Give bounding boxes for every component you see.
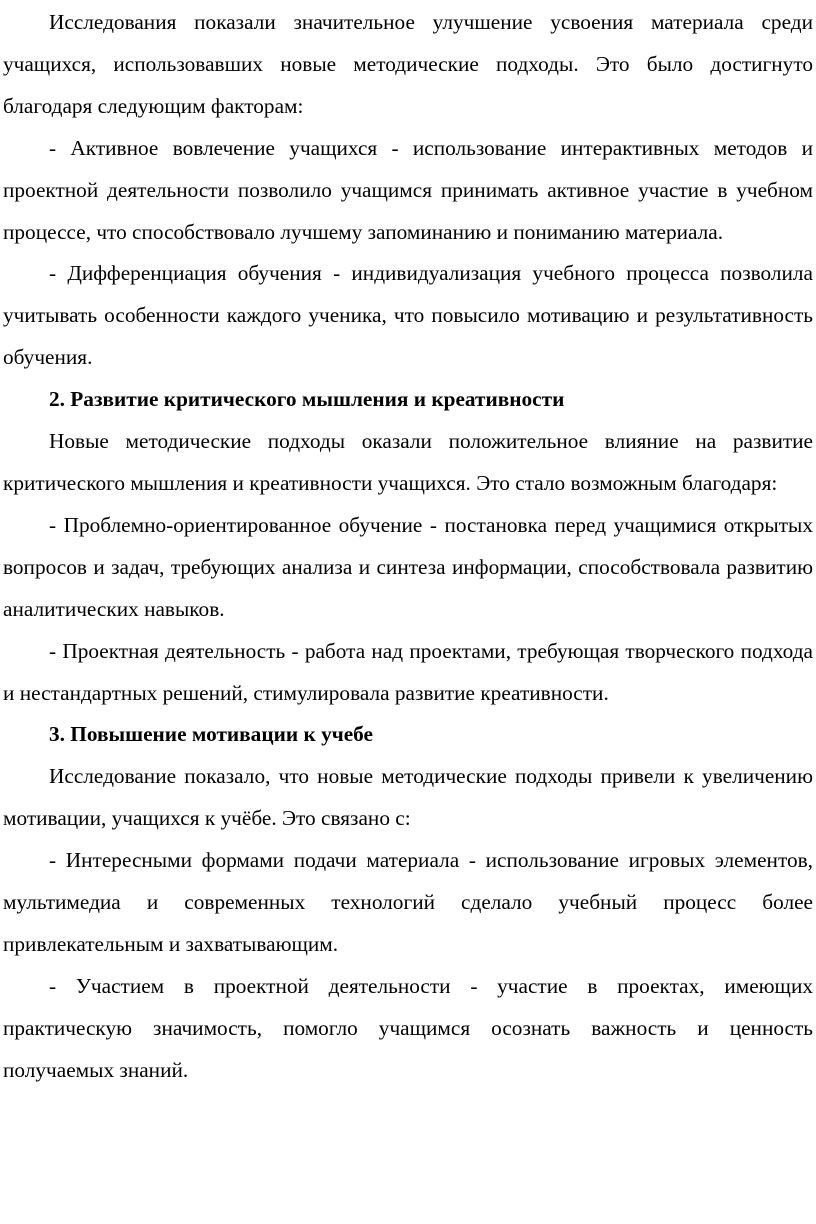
paragraph-problem-based-learning: - Проблемно-ориентированное обучение - постановка перед учащимися открытых вопросов и задач, требующих анализа и синтеза информации, способствовала развитию аналитических навыков. bbox=[3, 512, 813, 621]
paragraph-project-activity: - Проектная деятельность - работа над проектами, требующая творческого подхода и нестандартных решений, стимулировала развитие креативности. bbox=[3, 638, 813, 705]
section-heading-motivation: 3. Повышение мотивации к учебе bbox=[49, 722, 373, 747]
document-page bbox=[0, 2, 816, 1092]
paragraph-differentiation: - Дифференциация обучения - индивидуализация учебного процесса позволила учитывать особенности каждого ученика, что повысило мотивацию и результативность обучения. bbox=[3, 261, 813, 370]
paragraph-motivation-intro: Исследование показало, что новые методические подходы привели к увеличению мотивации, учащихся к учёбе. Это связано с: bbox=[3, 764, 813, 831]
paragraph-interesting-forms: - Интересными формами подачи материала - использование игровых элементов, мультимедиа и современных технологий сделало учебный процесс более привлекательным и захватывающим. bbox=[3, 848, 813, 956]
paragraph-results-intro: Исследования показали значительное улучшение усвоения материала среди учащихся, использовавших новые методические подходы. Это было достигнуто благодаря следующим факторам: bbox=[3, 10, 813, 118]
paragraph-critical-thinking-intro: Новые методические подходы оказали положительное влияние на развитие критического мышления и креативности учащихся. Это стало возможным благодаря: bbox=[3, 429, 813, 495]
paragraph-active-engagement: - Активное вовлечение учащихся - использование интерактивных методов и проектной деятельности позволило учащимся принимать активное участие в учебном процессе, что способствовало лучшему запоминанию и пониманию материала. bbox=[3, 135, 813, 244]
paragraph-project-participation: - Участием в проектной деятельности - участие в проектах, имеющих практическую значимость, помогло учащимся осознать важность и ценность получаемых знаний. bbox=[3, 973, 813, 1082]
section-heading-critical-thinking: 2. Развитие критического мышления и креативности bbox=[49, 387, 565, 412]
